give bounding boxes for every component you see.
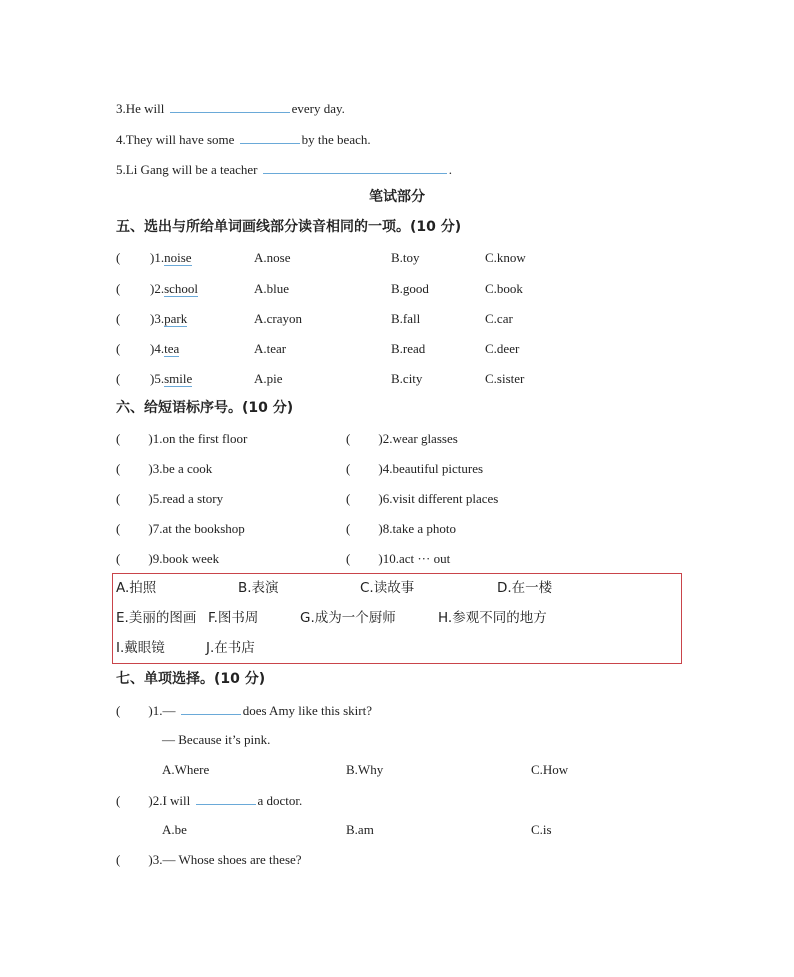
phrase-text: 1.on the first floor: [152, 431, 248, 446]
item-number: 3.: [154, 311, 165, 326]
answer-blank[interactable]: [263, 161, 447, 174]
phrase-text: 7.at the bookshop: [152, 521, 245, 536]
phrase-text: 5.read a story: [152, 491, 224, 506]
q1-option-a[interactable]: A.Where: [162, 762, 210, 777]
target-word: school: [164, 281, 199, 296]
dash: —: [162, 703, 176, 718]
sentence-end: .: [448, 162, 452, 177]
item-number: 4.: [154, 341, 165, 356]
phrase-item: [116, 431, 247, 447]
bracket-close: ): [148, 793, 153, 808]
phrase-text: 2.wear glasses: [382, 431, 458, 446]
q2-option-a[interactable]: A.be: [162, 822, 187, 837]
question-text: — Whose shoes are these?: [162, 852, 302, 867]
item-number: 5.: [116, 162, 126, 177]
question-1: [116, 702, 372, 719]
option-c[interactable]: C.sister: [485, 371, 525, 386]
bracket-open[interactable]: (: [116, 281, 121, 296]
bracket-close: ): [148, 431, 153, 446]
bracket-open: (: [116, 461, 121, 476]
q2-option-c[interactable]: C.is: [531, 822, 552, 837]
sentence-start: Li Gang will be a teacher: [125, 162, 258, 177]
question-word: [150, 311, 187, 327]
phrase-text: 3.be a cook: [152, 461, 213, 476]
bracket-close: ): [148, 703, 153, 718]
option-a[interactable]: A.blue: [254, 281, 290, 296]
option-a[interactable]: A.nose: [254, 250, 291, 265]
target-word: tea: [164, 341, 180, 356]
option-c[interactable]: C.car: [485, 311, 513, 326]
item-number: 3.: [152, 852, 163, 867]
phrase-text: 10.act ··· out: [382, 551, 451, 566]
answer-blank[interactable]: [170, 100, 290, 113]
answer-option: H.参观不同的地方: [438, 610, 547, 626]
sentence-end: by the beach.: [301, 132, 371, 147]
bracket-close: ): [150, 311, 155, 326]
option-a[interactable]: A.pie: [254, 371, 283, 386]
bracket-open: (: [116, 793, 121, 808]
q1-option-b[interactable]: B.Why: [346, 762, 384, 777]
option-c[interactable]: C.know: [485, 250, 526, 265]
bracket-open: (: [346, 551, 351, 566]
option-a[interactable]: A.tear: [254, 341, 287, 356]
bracket-close: ): [150, 250, 155, 265]
option-a[interactable]: A.crayon: [254, 311, 303, 326]
answer-option: J.在书店: [206, 640, 255, 656]
item-number: 4.: [116, 132, 126, 147]
phrase-item: [116, 521, 245, 537]
sentence-end: every day.: [291, 101, 345, 116]
phrase-item: [116, 461, 212, 477]
fill-line-3: [116, 100, 345, 117]
bracket-open: (: [346, 461, 351, 476]
bracket-close: ): [378, 521, 383, 536]
option-b[interactable]: B.toy: [391, 250, 420, 265]
bracket-open[interactable]: (: [116, 371, 121, 386]
bracket-open: (: [116, 551, 121, 566]
answer-option: A.拍照: [116, 580, 157, 596]
bracket-open: (: [346, 491, 351, 506]
question-text: does Amy like this skirt?: [242, 703, 372, 718]
option-b[interactable]: B.city: [391, 371, 423, 386]
question-text-end: a doctor.: [257, 793, 303, 808]
q1-option-c[interactable]: C.How: [531, 762, 569, 777]
question-word: [150, 341, 179, 357]
sentence-start: They will have some: [125, 132, 235, 147]
bracket-open[interactable]: (: [116, 341, 121, 356]
phrase-text: 6.visit different places: [382, 491, 499, 506]
answer-option: F.图书周: [208, 610, 259, 626]
bracket-close: ): [148, 521, 153, 536]
bracket-close: ): [150, 341, 155, 356]
fill-line-5: [116, 161, 452, 178]
bracket-open[interactable]: (: [116, 250, 121, 265]
phrase-item: [346, 461, 483, 477]
bracket-close: ): [378, 551, 383, 566]
bracket-open: (: [116, 431, 121, 446]
phrase-item: [346, 521, 456, 537]
phrase-item: [346, 551, 450, 567]
item-number: 3.: [116, 101, 126, 116]
bracket-open: (: [116, 521, 121, 536]
phrase-item: [116, 551, 219, 567]
bracket-open: (: [116, 852, 121, 867]
answer-option: B.表演: [238, 580, 279, 596]
question-text-start: I will: [162, 793, 191, 808]
answer-blank[interactable]: [181, 702, 241, 715]
option-c[interactable]: C.book: [485, 281, 523, 296]
section7-title: 七、单项选择。(10 分): [116, 671, 266, 687]
sentence-start: He will: [125, 101, 165, 116]
question-1-reply: — Because it’s pink.: [162, 732, 271, 747]
bracket-open: (: [346, 521, 351, 536]
option-b[interactable]: B.fall: [391, 311, 421, 326]
phrase-text: 8.take a photo: [382, 521, 456, 536]
answer-option: G.成为一个厨师: [300, 610, 396, 626]
item-number: 1.: [152, 703, 163, 718]
section6-title: 六、给短语标序号。(10 分): [116, 400, 294, 416]
bracket-close: ): [150, 371, 155, 386]
answer-blank[interactable]: [196, 792, 256, 805]
question-2: [116, 792, 302, 809]
item-number: 2.: [154, 281, 165, 296]
question-word: [150, 371, 192, 387]
phrase-item: [116, 491, 223, 507]
bracket-open[interactable]: (: [116, 311, 121, 326]
answer-option: E.美丽的图画: [116, 610, 197, 626]
bracket-open: (: [116, 491, 121, 506]
option-c[interactable]: C.deer: [485, 341, 520, 356]
target-word: park: [164, 311, 188, 326]
q2-option-b[interactable]: B.am: [346, 822, 374, 837]
bracket-close: ): [378, 461, 383, 476]
bracket-close: ): [150, 281, 155, 296]
answer-blank[interactable]: [240, 131, 300, 144]
fill-line-4: [116, 131, 371, 148]
phrase-item: [346, 491, 498, 507]
answer-option: I.戴眼镜: [116, 640, 165, 656]
option-b[interactable]: B.read: [391, 341, 426, 356]
question-3: [116, 852, 302, 868]
bracket-open: (: [346, 431, 351, 446]
phrase-item: [346, 431, 458, 447]
bracket-close: ): [378, 491, 383, 506]
phrase-text: 4.beautiful pictures: [382, 461, 484, 476]
option-b[interactable]: B.good: [391, 281, 429, 296]
section5-title: 五、选出与所给单词画线部分读音相同的一项。(10 分): [116, 219, 462, 235]
bracket-open: (: [116, 703, 121, 718]
bracket-close: ): [148, 551, 153, 566]
item-number: 5.: [154, 371, 165, 386]
target-word: smile: [164, 371, 193, 386]
question-word: [150, 250, 192, 266]
bracket-close: ): [148, 491, 153, 506]
answer-option: C.读故事: [360, 580, 415, 596]
bracket-close: ): [148, 852, 153, 867]
target-word: noise: [164, 250, 192, 265]
bracket-close: ): [148, 461, 153, 476]
question-word: [150, 281, 198, 297]
bracket-close: ): [378, 431, 383, 446]
phrase-text: 9.book week: [152, 551, 220, 566]
item-number: 1.: [154, 250, 165, 265]
answer-option: D.在一楼: [497, 580, 553, 596]
item-number: 2.: [152, 793, 163, 808]
written-section-title: 笔试部分: [369, 189, 425, 205]
